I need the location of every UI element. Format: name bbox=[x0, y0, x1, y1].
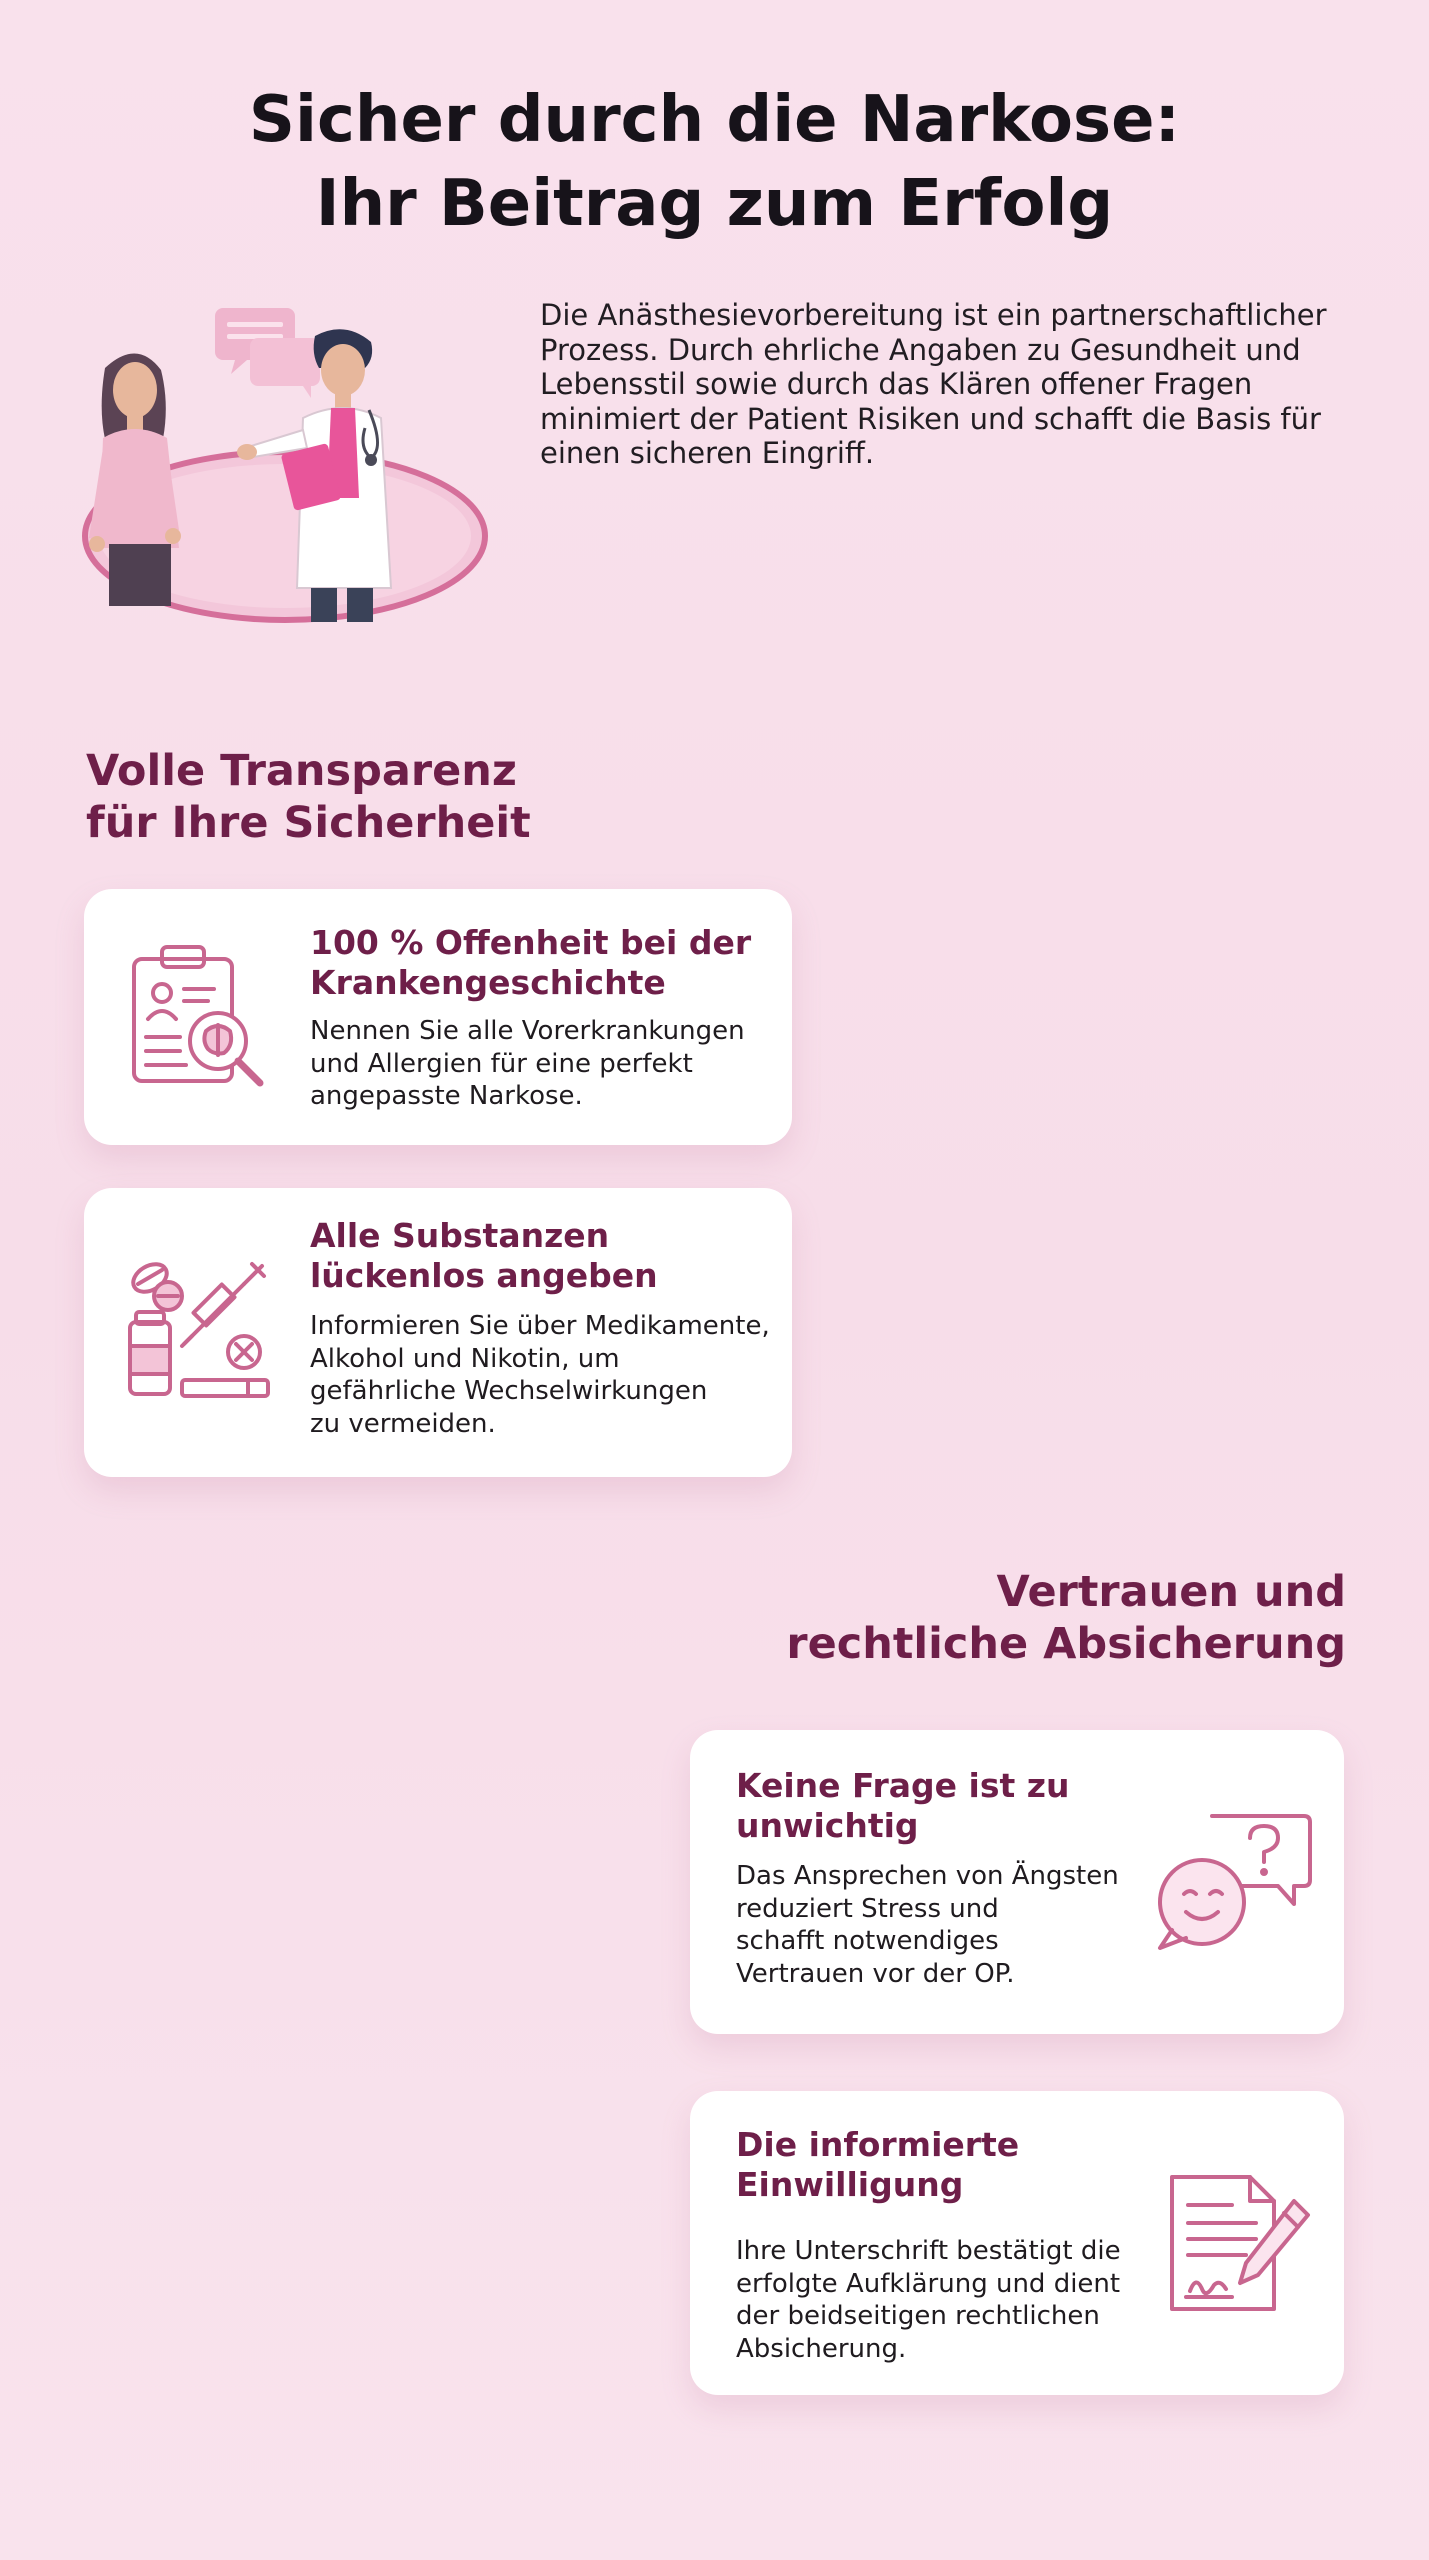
title-line-1: Sicher durch die Narkose: bbox=[248, 83, 1181, 157]
section-heading-transparency bbox=[86, 745, 686, 849]
card-consent bbox=[690, 2091, 1344, 2395]
card-questions bbox=[690, 1730, 1344, 2034]
card-substances bbox=[84, 1188, 792, 1477]
heading-line-1: Vertrauen und bbox=[996, 1567, 1346, 1617]
card-title: Keine Frage ist zu unwichtig bbox=[736, 1766, 1070, 1845]
section-heading-trust bbox=[700, 1566, 1346, 1670]
patient-doctor-illustration bbox=[75, 298, 495, 628]
substances-icon bbox=[124, 1256, 274, 1406]
card-title: Alle Substanzen lückenlos angeben bbox=[310, 1216, 658, 1295]
card-title: 100 % Offenheit bei der Krankengeschichte bbox=[310, 923, 752, 1002]
card-title: Die informierte Einwilligung bbox=[736, 2125, 1020, 2204]
signed-document-icon bbox=[1166, 2171, 1316, 2321]
medical-record-icon bbox=[128, 941, 268, 1091]
heading-line-2: für Ihre Sicherheit bbox=[86, 798, 531, 848]
intro-paragraph: Die Anästhesievorbereitung ist ein partnerschaftlicher Prozess. Durch ehrliche Angaben zu Gesundheit und Lebensstil sowie durch das Klären offener Fragen minimiert der Patient Risiken und schafft die Basis für einen sicheren Eingriff. bbox=[540, 298, 1327, 470]
heading-line-2: rechtliche Absicherung bbox=[786, 1619, 1346, 1669]
page-title bbox=[0, 78, 1429, 246]
card-description: Informieren Sie über Medikamente, Alkohol und Nikotin, um gefährliche Wechselwirkungen zu vermeiden. bbox=[310, 1311, 770, 1439]
question-chat-icon bbox=[1154, 1808, 1314, 1958]
card-description: Das Ansprechen von Ängsten reduziert Stress und schafft notwendiges Vertrauen vor der OP. bbox=[736, 1861, 1119, 1989]
card-description: Ihre Unterschrift bestätigt die erfolgte Aufklärung und dient der beidseitigen rechtlichen Absicherung. bbox=[736, 2236, 1121, 2364]
card-medical-history bbox=[84, 889, 792, 1145]
heading-line-1: Volle Transparenz bbox=[86, 746, 517, 796]
title-line-2: Ihr Beitrag zum Erfolg bbox=[315, 167, 1114, 241]
card-description: Nennen Sie alle Vorerkrankungen und Allergien für eine perfekt angepasste Narkose. bbox=[310, 1016, 745, 1111]
